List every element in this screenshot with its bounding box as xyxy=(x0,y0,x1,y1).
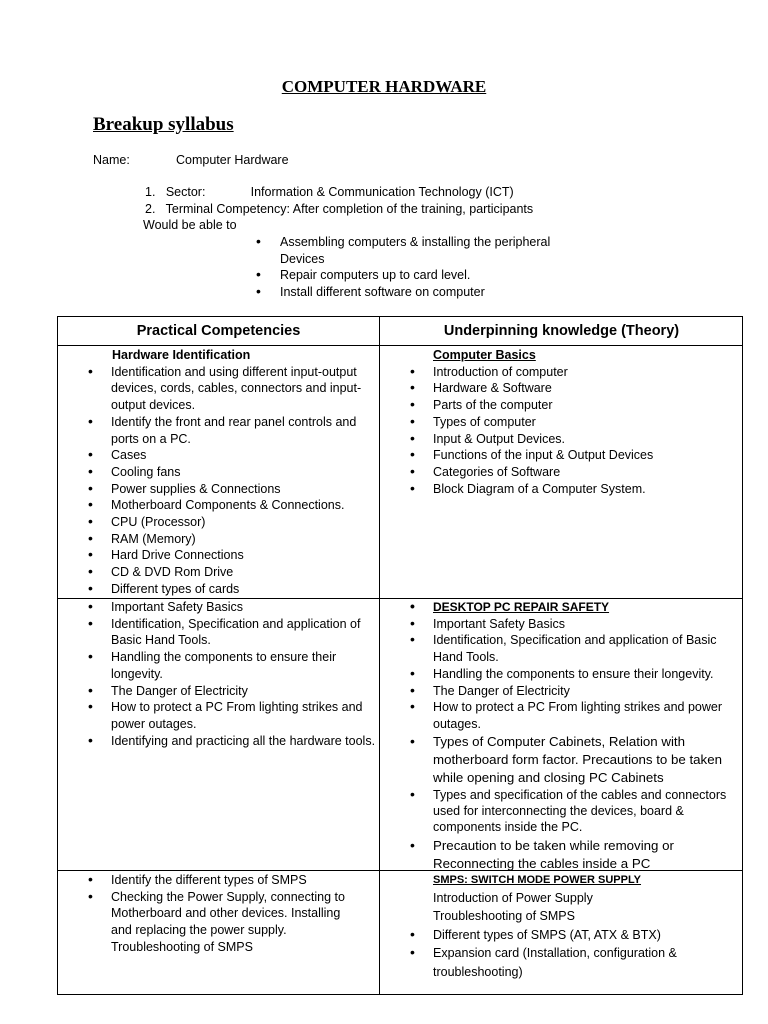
cell-heading: • DESKTOP PC REPAIR SAFETY xyxy=(410,599,740,616)
name-label: Name: xyxy=(93,153,130,167)
list-item: • The Danger of Electricity xyxy=(410,683,740,700)
list-item: • Power supplies & Connections xyxy=(88,481,376,498)
list-item: • Parts of the computer xyxy=(410,397,740,414)
list-item: • Identification, Specification and application of Basic Hand Tools. xyxy=(410,632,740,665)
list-item: • Precaution to be taken while removing or Reconnecting the cables inside a PC xyxy=(410,837,740,873)
list-item: • The Danger of Electricity xyxy=(88,683,376,700)
list-item: • Types of computer xyxy=(410,414,740,431)
row1-practical-cell xyxy=(88,347,376,598)
list-item: • Input & Output Devices. xyxy=(410,431,740,448)
list-item: • RAM (Memory) xyxy=(88,531,376,548)
list-item: • Types of Computer Cabinets, Relation with motherboard form factor. Precautions to be taken while opening and closing PC Cabinets xyxy=(410,733,740,787)
cell-heading: Computer Basics xyxy=(433,348,536,362)
name-value: Computer Hardware xyxy=(176,153,289,167)
list-item: • Identify the different types of SMPS xyxy=(88,872,363,889)
list-item: • Functions of the input & Output Devices xyxy=(410,447,740,464)
list-item: Introduction of Power Supply xyxy=(433,890,593,905)
list-item: • Important Safety Basics xyxy=(410,616,740,633)
cell-heading: SMPS: SWITCH MODE POWER SUPPLY xyxy=(433,874,642,886)
document-title: COMPUTER HARDWARE xyxy=(281,77,487,96)
row1-theory-cell xyxy=(410,347,740,497)
list-item: • Expansion card (Installation, configuration & troubleshooting) xyxy=(410,944,740,981)
list-item: • CPU (Processor) xyxy=(88,514,376,531)
would-be-able-line: Would be able to xyxy=(143,218,237,232)
cell-heading: Hardware Identification xyxy=(112,348,251,362)
column-divider xyxy=(379,317,380,994)
list-item: • Install different software on computer xyxy=(256,284,586,301)
row2-practical-cell xyxy=(88,599,376,749)
list-item: • Introduction of computer xyxy=(410,364,740,381)
list-item: • Hard Drive Connections xyxy=(88,547,376,564)
list-item: • Identification, Specification and application of Basic Hand Tools. xyxy=(88,616,376,649)
list-item: • Motherboard Components & Connections. xyxy=(88,497,376,514)
competency-line: 2. Terminal Competency: After completion of the training, participants xyxy=(145,202,534,216)
column-header-practical: Practical Competencies xyxy=(136,323,301,339)
list-item: • Identifying and practicing all the hardware tools. xyxy=(88,733,376,750)
list-item: • CD & DVD Rom Drive xyxy=(88,564,376,581)
list-item: • Cooling fans xyxy=(88,464,376,481)
list-item: • Handling the components to ensure their longevity. xyxy=(88,649,376,682)
list-item: Troubleshooting of SMPS xyxy=(433,909,575,924)
list-item: • Handling the components to ensure their longevity. xyxy=(410,666,740,683)
list-item: • Hardware & Software xyxy=(410,380,740,397)
list-item: • Identification and using different input-output devices, cords, cables, connectors and input-output devices. xyxy=(88,364,376,414)
list-item: • Block Diagram of a Computer System. xyxy=(410,481,740,498)
list-item: • Important Safety Basics xyxy=(88,599,376,616)
list-item: • Identify the front and rear panel controls and ports on a PC. xyxy=(88,414,376,447)
column-header-theory: Underpinning knowledge (Theory) xyxy=(443,323,680,339)
list-item: • Cases xyxy=(88,447,376,464)
syllabus-table xyxy=(57,316,743,995)
row3-theory-cell xyxy=(410,872,740,981)
list-item: • How to protect a PC From lighting strikes and power outages. xyxy=(410,699,740,732)
list-item: • How to protect a PC From lighting strikes and power outages. xyxy=(88,699,376,732)
sector-line: 1. Sector: Information & Communication Technology (ICT) xyxy=(145,185,514,199)
list-item: • Repair computers up to card level. xyxy=(256,267,586,284)
list-item: • Categories of Software xyxy=(410,464,740,481)
list-item: • Checking the Power Supply, connecting to Motherboard and other devices. Installing and replacing the power supply. Troubleshooting of SMPS xyxy=(88,889,363,956)
list-item: • Different types of SMPS (AT, ATX & BTX) xyxy=(410,926,740,945)
row-divider xyxy=(58,345,742,346)
row3-practical-cell xyxy=(88,872,363,956)
list-item: • Types and specification of the cables and connectors used for interconnecting the devices, board & components inside the PC. xyxy=(410,787,740,835)
row2-theory-cell xyxy=(410,599,740,873)
list-item: • Assembling computers & installing the peripheral Devices xyxy=(256,234,586,267)
list-item: • Different types of cards xyxy=(88,581,376,598)
outcome-list xyxy=(256,234,586,300)
document-subtitle: Breakup syllabus xyxy=(93,114,234,135)
